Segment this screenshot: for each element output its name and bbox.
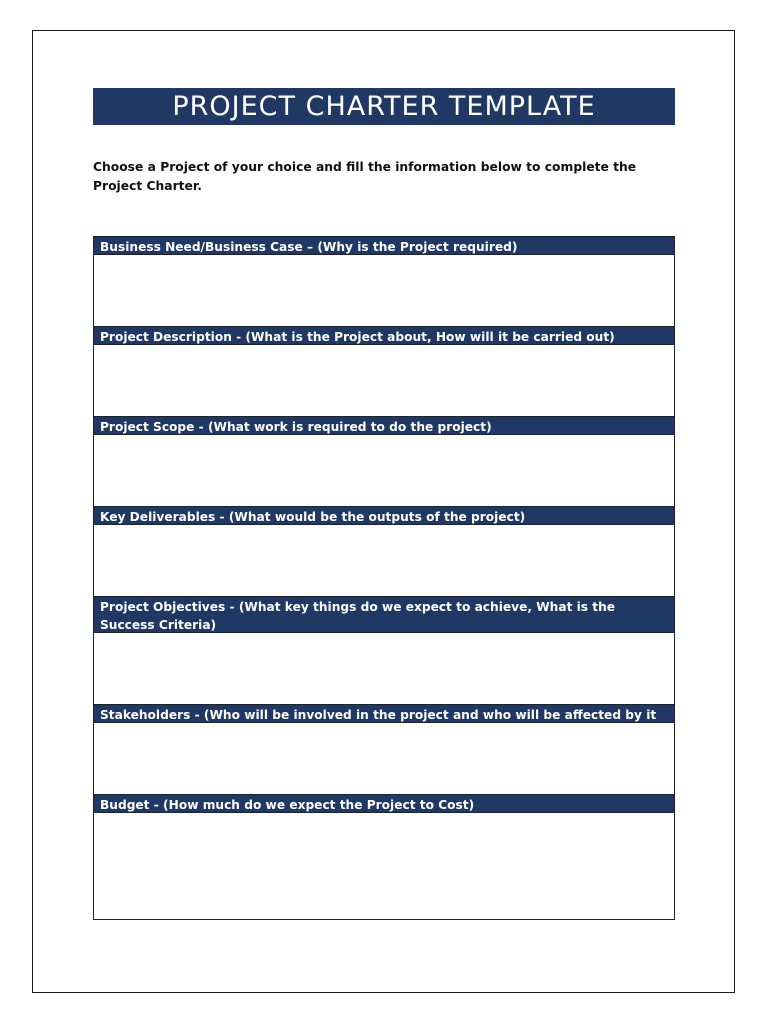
- section-header-stakeholders: Stakeholders - (Who will be involved in the project and who will be affected by it: [94, 704, 674, 723]
- charter-form: [93, 236, 675, 920]
- section-header-key-deliverables: Key Deliverables - (What would be the outputs of the project): [94, 506, 674, 525]
- section-field-business-need[interactable]: [94, 255, 674, 326]
- section-field-project-scope[interactable]: [94, 435, 674, 506]
- section-field-project-objectives[interactable]: [94, 633, 674, 704]
- section-header-project-description: Project Description - (What is the Project about, How will it be carried out): [94, 326, 674, 345]
- document-title: PROJECT CHARTER TEMPLATE: [93, 88, 675, 125]
- section-field-budget[interactable]: [94, 813, 674, 919]
- section-header-budget: Budget - (How much do we expect the Project to Cost): [94, 794, 674, 813]
- instructions-text: Choose a Project of your choice and fill the information below to complete the Project Charter.: [93, 160, 637, 193]
- section-field-stakeholders[interactable]: [94, 723, 674, 794]
- section-header-project-objectives: Project Objectives - (What key things do we expect to achieve, What is the Success Criteria): [94, 596, 674, 633]
- section-field-key-deliverables[interactable]: [94, 525, 674, 596]
- section-field-project-description[interactable]: [94, 345, 674, 416]
- section-header-business-need: Business Need/Business Case – (Why is the Project required): [94, 236, 674, 255]
- section-header-project-scope: Project Scope - (What work is required to do the project): [94, 416, 674, 435]
